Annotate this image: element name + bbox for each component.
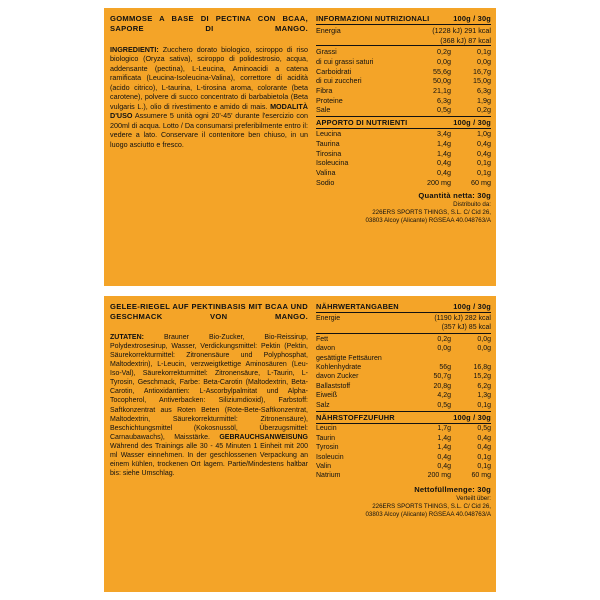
row-value-2: 16,7g [473, 66, 491, 76]
row-value-1: 0,5g [437, 401, 451, 409]
table-row [316, 333, 491, 344]
row-label: Energie [316, 315, 341, 322]
table-row [316, 67, 491, 77]
row-value-2: 16,8g [473, 363, 491, 371]
row-label: Sale [316, 105, 331, 115]
italian-usage-text: Assumere 5 unità ogni 20'-45' durante l'esercizio con 200ml di acqua. Lotto / Da consumarsi preferibilmente entro il: vedere a lato. Conservare il contenitore ben chiuso, in un luogo asciutto e fresco. [110, 111, 308, 149]
german-nutrition-title-row [316, 302, 491, 313]
german-distributor-label: Verteilt über: [456, 494, 491, 502]
row-value-1: 0,4g [437, 158, 451, 168]
row-value-2: 0,4g [477, 148, 491, 158]
row-label: Grassi [316, 46, 411, 57]
row-value-1: 56g [439, 363, 451, 371]
italian-nutrition-columns-label: 100g / 30g [453, 14, 491, 23]
table-row [316, 453, 491, 462]
row-label: Tirosina [316, 148, 342, 158]
label-panel-italian [104, 8, 496, 286]
table-row [316, 354, 491, 363]
row-value-2: 6,2g [477, 382, 491, 390]
table-row [316, 129, 491, 139]
italian-ingredients-block [110, 45, 308, 150]
table-row [316, 323, 491, 333]
italian-ingredients-label: INGREDIENTI: [110, 44, 159, 54]
row-value-2: 0,1g [477, 453, 491, 461]
row-value-1: 0,0g [437, 56, 451, 66]
row-value-2: 0,0g [477, 56, 491, 66]
german-nutrition-column [312, 296, 496, 592]
row-value-2: 0,4g [477, 444, 491, 452]
italian-distributor-block [316, 201, 491, 225]
german-nutrients-columns-label: 100g / 30g [453, 413, 491, 423]
row-value-1: 21,1g [433, 85, 451, 95]
row-label: Tyrosin [316, 444, 339, 452]
row-value-1: (1190 kJ) 282 kcal [434, 315, 491, 322]
german-nutrition-title: NÄHRWERTANGABEN [316, 302, 399, 311]
row-value-1: 1,4g [437, 139, 451, 149]
italian-distributor-line-2: 03803 Alcoy (Alicante) RGSEAA 40.048763/A [365, 217, 491, 225]
row-label: gesättigte Fettsäuren [316, 354, 382, 362]
german-distributor-line-2: 03803 Alcoy (Alicante) RGSEAA 40.048763/A [365, 510, 491, 518]
row-value-2: 1,3g [477, 392, 491, 400]
row-value-2: 6,3g [477, 85, 491, 95]
row-value-2: 0,4g [477, 434, 491, 442]
row-value-1: 0,4g [437, 462, 451, 470]
table-row [316, 149, 491, 159]
row-label: Sodio [316, 177, 335, 187]
italian-ingredients-text: Zucchero dorato biologico, sciroppo di riso biologico (Oryza sativa), sciroppo di polidestrosio, acqua, addensante (pectina), L-Leucina, Aminoacidi a catena ramificata (Leucina-Isoleucina-Valina), correttore di acidità (acido citrico), L-taurina, L-tirosina aroma, colorante (beta carotene), polvere di succo concentrato di barbabietola (Beta vulgaris L.), olio di rivestimento e amido di mais. [110, 44, 308, 111]
row-value-1: (1228 kJ) 291 kcal [432, 26, 491, 35]
table-row [316, 382, 491, 391]
row-label: Fibra [316, 85, 333, 95]
table-row [316, 372, 491, 381]
row-value-1: 1,4g [437, 444, 451, 452]
table-row [316, 363, 491, 372]
row-value-2: 15,0g [473, 76, 491, 86]
italian-net-quantity: Quantità netta: 30g [418, 191, 491, 201]
row-label: Ballaststoff [316, 382, 351, 390]
row-value-2: 15,2g [473, 373, 491, 381]
table-row [316, 168, 491, 178]
german-nutrients-rows [316, 424, 491, 480]
row-value-1: 1,7g [437, 425, 451, 433]
row-value-1: 200 mg [427, 472, 451, 480]
row-value-2: 0,0g [477, 345, 491, 353]
table-row [316, 26, 491, 36]
row-label: Eiweiß [316, 392, 338, 400]
table-row [316, 86, 491, 96]
table-row [316, 344, 491, 353]
row-label: davon [316, 345, 336, 353]
row-value-1: 1,4g [437, 434, 451, 442]
table-row [316, 178, 491, 188]
row-label: Natrium [316, 472, 341, 480]
table-row [316, 57, 491, 67]
row-value-1: 0,5g [437, 105, 451, 115]
row-label: Leucin [316, 425, 337, 433]
row-value-2: 0,5g [477, 425, 491, 433]
row-value-2: 0,1g [477, 462, 491, 470]
german-nutrition-table [316, 314, 491, 410]
row-value-2: 0,2g [477, 105, 491, 115]
row-label: di cui zuccheri [316, 76, 362, 86]
row-label: Fett [316, 333, 411, 344]
row-label: Energia [316, 26, 341, 35]
row-value-1: 1,4g [437, 148, 451, 158]
row-label: davon Zucker [316, 373, 359, 381]
row-value-1: 0,2g [411, 333, 451, 344]
row-value-1: 0,4g [437, 453, 451, 461]
italian-product-heading: GOMMOSE A BASE DI PECTINA CON BCAA, SAPORE DI MANGO. [110, 14, 308, 34]
row-label: Valina [316, 168, 336, 178]
row-value-2: 60 mg [471, 472, 491, 480]
italian-nutrients-title-row [316, 116, 491, 129]
german-usage-label: GEBRAUCHSANWEISUNG [219, 433, 308, 441]
row-value-2: 0,1g [477, 401, 491, 409]
table-row [316, 471, 491, 480]
german-nutrition-columns-label: 100g / 30g [453, 302, 491, 311]
table-row [316, 105, 491, 115]
row-value-2: 0,4g [477, 139, 491, 149]
row-value-1: 0,2g [411, 46, 451, 57]
row-label: Isoleucina [316, 158, 349, 168]
german-ingredients-text: Brauner Bio-Zucker, Bio-Reissirup, Polydextrosesirup, Wasser, Verdickungsmittel: Pektin (Pektin, Säurekorrekturmittel: Zitronensäure und Polyphosphat, Maltodextrin), L-Leucin, verzweigtkettige Aminosäuren (Leu-Iso-Val), Säurekorrekturmittel: Zitronensäure, L-Taurin, L-Tyrosin, Geschmack, Farbe: Beta-Carotin (Maltodextrin, Beta-Carotin, Antioxidantien: L-Ascorbylpalmitat und Alpha-Tocopherol, Antiverbacken: Siliziumdioxid), Farbstoff: Saftkonzentrat aus Roten Beten (Rote-Bete-Saftkonzentrat, Maltodextrin, Säurekorrekturmittel: Zitronensäure), Beschichtungsmittel (Kokosnussöl, Überzugsmittel: Carnaubawachs), Maisstärke. [110, 333, 308, 441]
row-value-1: (357 kJ) 85 kcal [441, 324, 491, 332]
row-label: Valin [316, 462, 332, 470]
row-value-1: 50,7g [433, 373, 451, 381]
row-label: Salz [316, 401, 330, 409]
italian-nutrients-rows [316, 129, 491, 187]
italian-nutrients-table [316, 129, 491, 187]
row-value-2: 0,1g [477, 158, 491, 168]
row-value-1: 6,3g [437, 95, 451, 105]
table-row [316, 401, 491, 410]
italian-usage-label: MODALITÀ D'USO [110, 101, 308, 121]
table-row [316, 314, 491, 323]
row-value-2: 0,1g [451, 46, 491, 57]
label-panel-german [104, 296, 496, 592]
table-row [316, 158, 491, 168]
table-row [316, 462, 491, 471]
row-label [316, 323, 411, 333]
row-value-1: (368 kJ) 87 kcal [440, 35, 491, 45]
german-nutrients-table [316, 424, 491, 480]
german-distributor-line-1: 226ERS SPORTS THINGS, S.L. C/ Cid 26, [372, 502, 491, 510]
german-distributor-block [316, 495, 491, 519]
german-text-column [104, 296, 312, 592]
german-usage-text: Während des Trainings alle 30 - 45 Minuten 1 Einheit mit 200 ml Wasser einnehmen. In der geschlossenen Verpackung an einem kühlen, trockenen Ort lagern. Partie/Mindestens haltbar bis: siehe Umschlag. [110, 442, 308, 478]
italian-distributor-label: Distribuito da: [453, 201, 491, 209]
italian-nutrition-rows [316, 26, 491, 115]
german-nutrients-title-row [316, 411, 491, 424]
italian-nutrients-columns-label: 100g / 30g [453, 118, 491, 128]
row-value-2: 1,0g [477, 129, 491, 139]
row-label: Isoleucin [316, 453, 344, 461]
table-row [316, 96, 491, 106]
german-nutrition-rows [316, 314, 491, 410]
row-label: Carboidrati [316, 66, 352, 76]
row-value-1: 200 mg [427, 177, 451, 187]
row-value-1: 50,0g [433, 76, 451, 86]
german-net-quantity: Nettofüllmenge: 30g [414, 484, 491, 494]
table-row [316, 391, 491, 400]
table-row [316, 139, 491, 149]
row-label: Leucina [316, 129, 342, 139]
row-value-1: 0,0g [437, 345, 451, 353]
row-value-2: 60 mg [471, 177, 491, 187]
italian-nutrition-table [316, 26, 491, 115]
row-value-1: 3,4g [437, 129, 451, 139]
row-label: Kohlenhydrate [316, 363, 362, 371]
table-row [316, 36, 491, 46]
row-label: Taurin [316, 434, 336, 442]
row-value-2: 1,9g [477, 95, 491, 105]
german-nutrients-title: NÄHRSTOFFZUFUHR [316, 413, 395, 423]
row-value-1: 55,6g [433, 66, 451, 76]
row-label [316, 36, 411, 46]
row-value-1: 0,4g [437, 168, 451, 178]
row-label: di cui grassi saturi [316, 56, 374, 66]
row-label: Proteine [316, 95, 343, 105]
italian-nutrition-column [312, 8, 496, 286]
italian-nutrition-title-row [316, 14, 491, 25]
row-value-2: 0,1g [477, 168, 491, 178]
table-row [316, 434, 491, 443]
row-value-1: 4,2g [437, 392, 451, 400]
table-row [316, 424, 491, 433]
german-ingredients-block [110, 333, 308, 479]
italian-text-column [104, 8, 312, 286]
italian-nutrients-title: APPORTO DI NUTRIENTI [316, 118, 408, 128]
row-value-2: 0,0g [451, 333, 491, 344]
german-ingredients-label: ZUTATEN: [110, 333, 144, 341]
german-product-heading: GELEE-RIEGEL AUF PEKTINBASIS MIT BCAA UND GESCHMACK VON MANGO. [110, 302, 308, 322]
table-row [316, 76, 491, 86]
italian-distributor-line-1: 226ERS SPORTS THINGS, S.L. C/ Cid 26, [372, 209, 491, 217]
table-row [316, 443, 491, 452]
table-row [316, 46, 491, 57]
row-label: Taurina [316, 139, 340, 149]
italian-nutrition-title: INFORMAZIONI NUTRIZIONALI [316, 14, 430, 23]
row-value-1: 20,8g [433, 382, 451, 390]
